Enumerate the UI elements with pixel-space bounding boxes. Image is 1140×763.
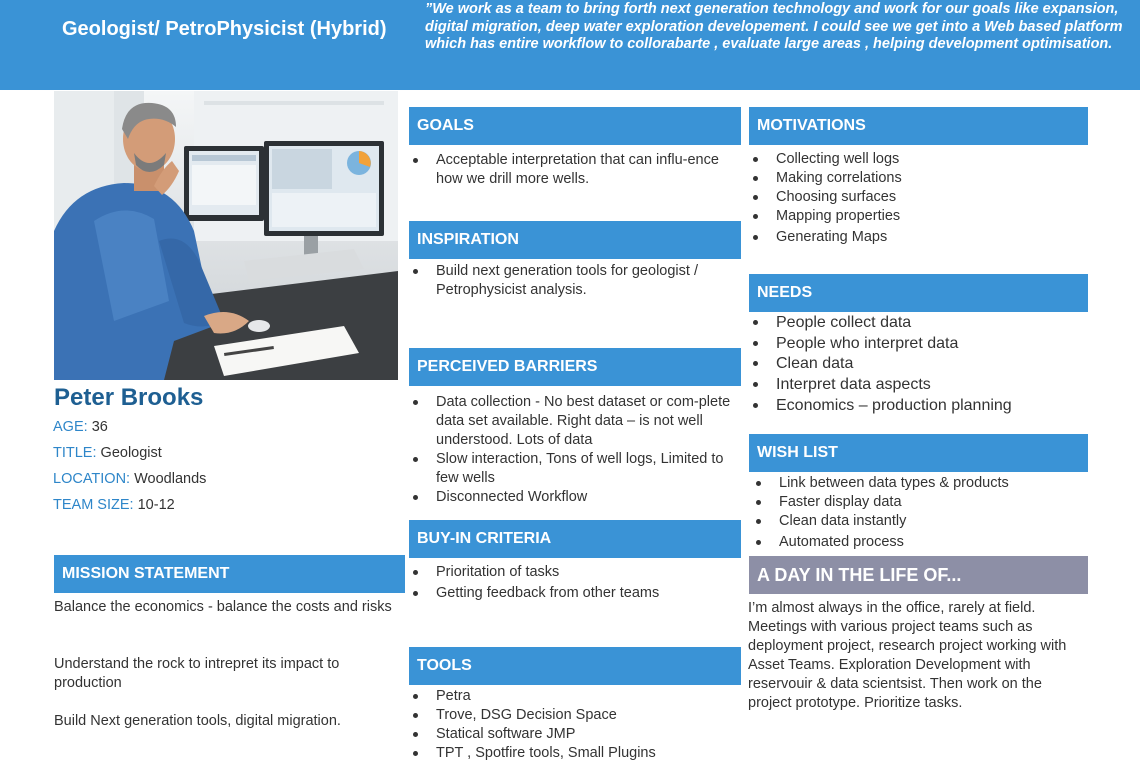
- age-value: 36: [91, 419, 108, 435]
- list-item: Prioritation of tasks: [409, 563, 739, 582]
- goals-list: [409, 151, 721, 189]
- list-item: Statical software JMP: [409, 725, 739, 744]
- day-in-life-heading: A DAY IN THE LIFE OF...: [749, 556, 1088, 594]
- list-item: Choosing surfaces: [749, 188, 1089, 207]
- location-value: Woodlands: [134, 471, 207, 487]
- inspiration-list: [409, 262, 739, 300]
- list-item: Making correlations: [749, 169, 1089, 188]
- list-item: Petra: [409, 687, 739, 706]
- tools-list: [409, 687, 739, 763]
- list-item: Build next generation tools for geologist / Petrophysicist analysis.: [409, 262, 739, 300]
- list-item: Link between data types & products: [752, 474, 1092, 493]
- day-in-life-text: I’m almost always in the office, rarely at field. Meetings with various project teams such as deployment project, research project working with Asset Teams. Exploration Development with reservouir & data scientsist. Then work on the project prototype. Prioritize tasks.: [748, 600, 1067, 711]
- profile-title: [53, 445, 162, 461]
- list-item: People collect data: [749, 313, 1089, 334]
- motivations-list: [749, 150, 1089, 247]
- persona-quote: ”We work as a team to bring forth next generation technology and work for our goals like expansion, digital migration, deep water exploration developement. I could see we get into a Web based platform which has entire workflow to collorabarte , evaluate large areas , helping development optimisation.: [425, 1, 1123, 52]
- team-size-value: 10-12: [137, 497, 175, 513]
- list-item: Mapping properties: [749, 207, 1089, 226]
- buyin-list: [409, 563, 739, 603]
- barriers-heading: PERCEIVED BARRIERS: [409, 348, 741, 386]
- persona-photo: [54, 91, 398, 380]
- motivations-heading: MOTIVATIONS: [749, 107, 1088, 145]
- list-item: Acceptable interpretation that can influ-ence how we drill more wells.: [409, 151, 721, 189]
- buyin-heading: BUY-IN CRITERIA: [409, 520, 741, 558]
- title-label: TITLE:: [53, 445, 97, 461]
- list-item: Data collection - No best dataset or com-plete data set available. Right data – is not well understood. Lots of data: [409, 393, 739, 450]
- list-item: Faster display data: [752, 493, 1092, 512]
- needs-list: [749, 313, 1089, 417]
- location-label: LOCATION:: [53, 471, 131, 487]
- tools-heading: TOOLS: [409, 647, 741, 685]
- mission-paragraph: Build Next generation tools, digital migration.: [54, 713, 341, 729]
- mission-paragraph: Balance the economics - balance the costs and risks: [54, 599, 392, 615]
- wishlist-list: [752, 474, 1092, 552]
- list-item: Clean data instantly: [752, 512, 1092, 531]
- list-item: Economics – production planning: [749, 396, 1089, 417]
- age-label: AGE:: [53, 419, 88, 435]
- goals-heading: GOALS: [409, 107, 741, 145]
- list-item: Slow interaction, Tons of well logs, Limited to few wells: [409, 450, 739, 488]
- profile-location: [53, 471, 206, 487]
- persona-photo-illustration: [54, 91, 398, 380]
- list-item: Getting feedback from other teams: [409, 584, 739, 603]
- list-item: TPT , Spotfire tools, Small Plugins: [409, 744, 739, 763]
- list-item: Interpret data aspects: [749, 375, 1089, 396]
- list-item: Automated process: [752, 533, 1092, 552]
- list-item: Disconnected Workflow: [409, 488, 739, 507]
- list-item: Collecting well logs: [749, 150, 1089, 169]
- inspiration-heading: INSPIRATION: [409, 221, 741, 259]
- profile-age: [53, 419, 108, 435]
- title-value: Geologist: [100, 445, 162, 461]
- list-item: Trove, DSG Decision Space: [409, 706, 739, 725]
- barriers-list: [409, 393, 739, 507]
- persona-name: Peter Brooks: [54, 384, 204, 411]
- list-item: People who interpret data: [749, 334, 1089, 355]
- persona-role: Geologist/ PetroPhysicist (Hybrid): [62, 18, 387, 40]
- wishlist-heading: WISH LIST: [749, 434, 1088, 472]
- mission-paragraph: Understand the rock to intrepret its impact to production: [54, 656, 340, 691]
- list-item: Clean data: [749, 354, 1089, 375]
- mission-heading: MISSION STATEMENT: [54, 555, 405, 593]
- list-item: Generating Maps: [749, 228, 1089, 247]
- profile-team-size: [53, 497, 175, 513]
- header-banner: [0, 0, 1140, 90]
- team-size-label: TEAM SIZE:: [53, 497, 134, 513]
- needs-heading: NEEDS: [749, 274, 1088, 312]
